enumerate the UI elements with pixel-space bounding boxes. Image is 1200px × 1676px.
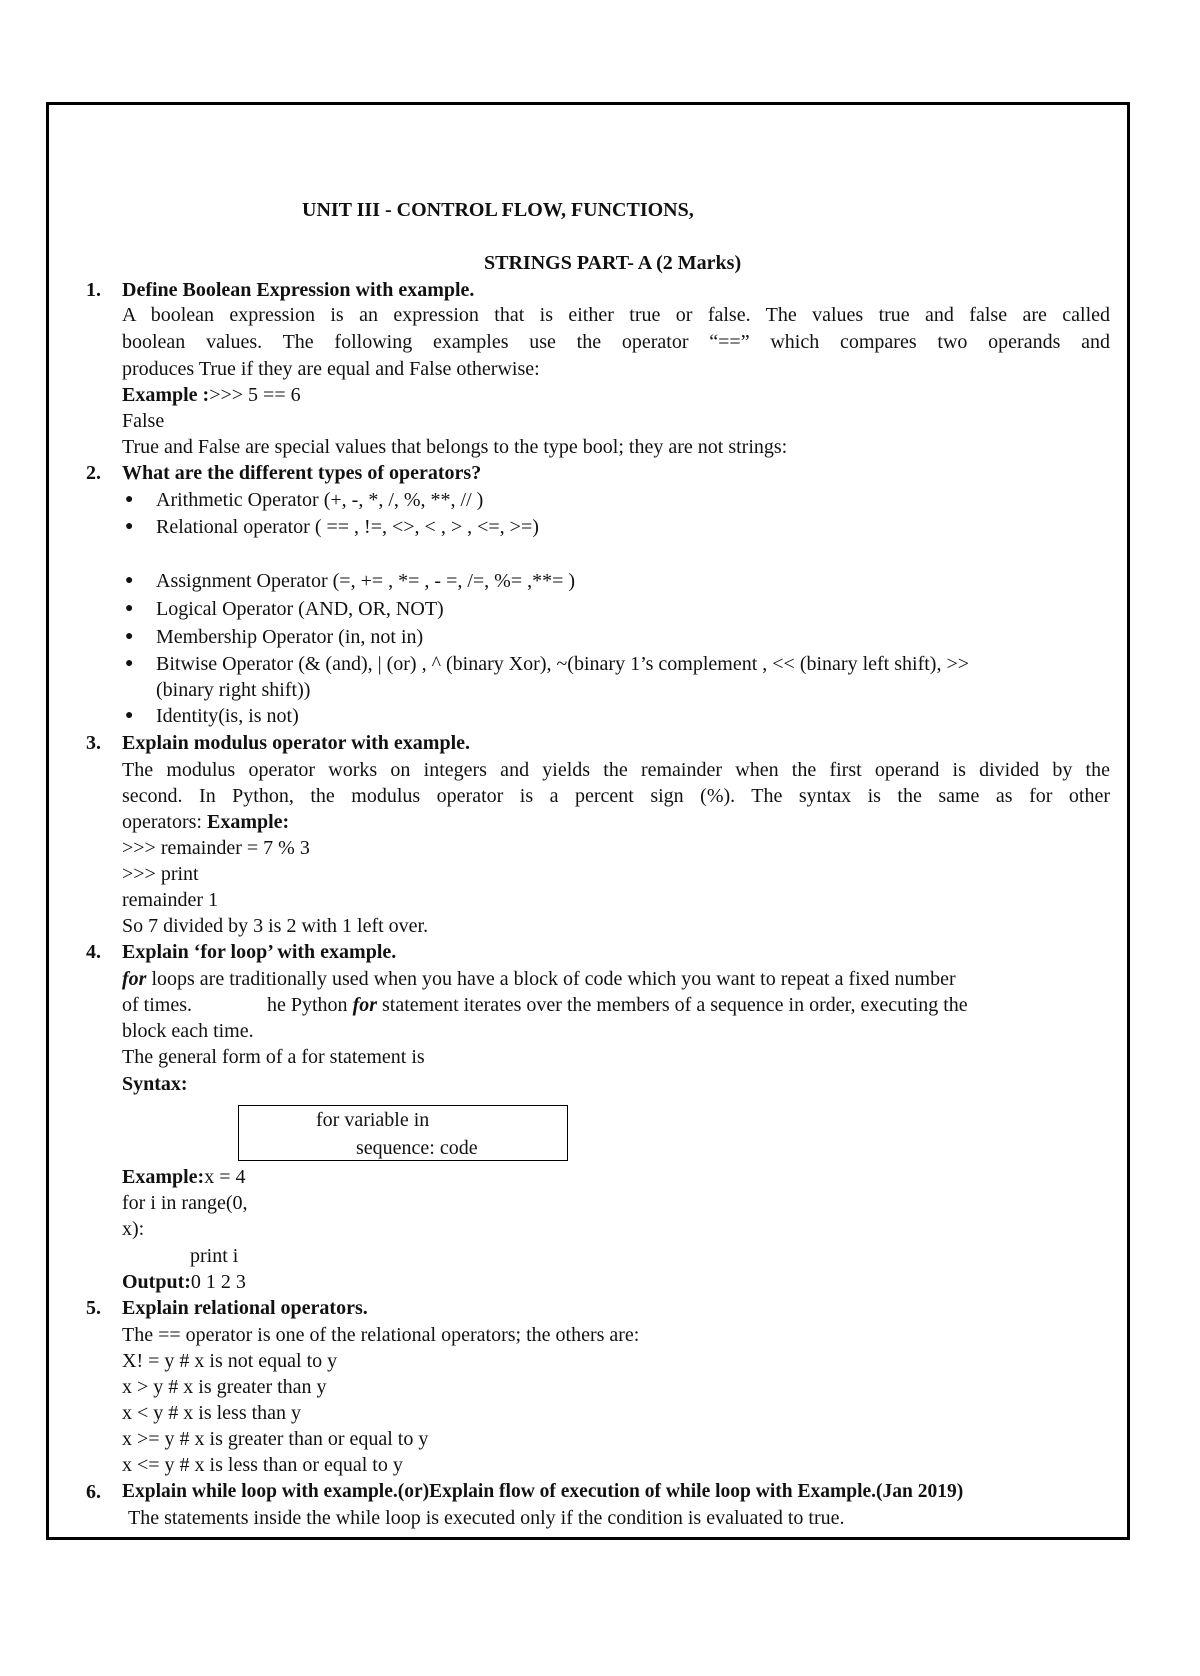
- output-line: [122, 1269, 246, 1295]
- example-line: [122, 382, 301, 408]
- paragraph-line: second. In Python, the modulus operator is a percent sign (%). The syntax is the same as for other: [122, 785, 1110, 807]
- example-line: [122, 1164, 246, 1190]
- question-heading: Explain modulus operator with example.: [122, 732, 470, 754]
- paragraph-line: The == operator is one of the relational operators; the others are:: [122, 1324, 640, 1346]
- note-line: True and False are special values that belongs to the type bool; they are not strings:: [122, 436, 788, 458]
- code-line: x >= y # x is greater than or equal to y: [122, 1428, 429, 1450]
- question-number: 5.: [86, 1297, 101, 1319]
- code-line: x < y # x is less than y: [122, 1402, 302, 1424]
- question-heading: Explain while loop with example.(or)Explain flow of execution of while loop with Example.(Jan 2019): [122, 1481, 964, 1502]
- bullet-icon: ●: [125, 708, 134, 723]
- code-line: remainder 1: [122, 889, 219, 911]
- paragraph-line: The statements inside the while loop is executed only if the condition is evaluated to true.: [128, 1507, 845, 1529]
- list-item: Identity(is, is not): [156, 705, 299, 727]
- unit-title: UNIT III - CONTROL FLOW, FUNCTIONS,: [302, 199, 694, 221]
- bullet-icon: ●: [125, 601, 134, 616]
- code-line: >>> print: [122, 863, 199, 885]
- bullet-icon: ●: [125, 629, 134, 644]
- output-line: False: [122, 410, 165, 432]
- paragraph-text: statement iterates over the members of a sequence in order, executing the: [377, 994, 968, 1016]
- paragraph-line: block each time.: [122, 1020, 254, 1042]
- syntax-line: for variable in: [316, 1109, 430, 1131]
- output-label: Output:: [122, 1271, 191, 1293]
- example-code: x = 4: [204, 1166, 246, 1188]
- unit-subtitle: STRINGS PART- A (2 Marks): [484, 252, 742, 274]
- summary-line: So 7 divided by 3 is 2 with 1 left over.: [122, 915, 429, 937]
- code-line: for i in range(0,: [122, 1192, 248, 1214]
- output-value: 0 1 2 3: [190, 1271, 246, 1293]
- paragraph-line: [122, 966, 956, 992]
- bullet-icon: ●: [125, 573, 134, 588]
- list-item: Arithmetic Operator (+, -, *, /, %, **, // ): [156, 489, 484, 511]
- code-line: x):: [122, 1218, 145, 1240]
- paragraph-line: produces True if they are equal and False otherwise:: [122, 358, 540, 380]
- question-heading: Explain relational operators.: [122, 1297, 368, 1319]
- question-heading: Explain ‘for loop’ with example.: [122, 941, 397, 963]
- paragraph-line: [122, 809, 289, 835]
- list-item: Bitwise Operator (& (and), | (or) , ^ (binary Xor), ~(binary 1’s complement , << (binary left shift), >>: [156, 653, 969, 675]
- paragraph-line: A boolean expression is an expression that is either true or false. The values true and false are called: [122, 304, 1110, 326]
- question-number: 3.: [86, 732, 101, 754]
- paragraph-text: operators:: [122, 811, 207, 833]
- question-number: 1.: [86, 279, 101, 301]
- question-heading: What are the different types of operators?: [122, 462, 482, 484]
- example-code: >>> 5 == 6: [209, 384, 301, 406]
- example-label: Example :: [122, 384, 210, 406]
- bullet-icon: ●: [125, 656, 134, 671]
- bullet-icon: ●: [125, 492, 134, 507]
- code-line: x <= y # x is less than or equal to y: [122, 1454, 403, 1476]
- question-number: 2.: [86, 462, 101, 484]
- paragraph-line: boolean values. The following examples use the operator “==” which compares two operands and: [122, 331, 1110, 353]
- paragraph-line: of times.: [122, 994, 192, 1016]
- paragraph-line: The modulus operator works on integers and yields the remainder when the first operand is divided by the: [122, 759, 1110, 781]
- paragraph-text: loops are traditionally used when you have a block of code which you want to repeat a fixed number: [146, 968, 956, 990]
- list-item: Assignment Operator (=, += , *= , - =, /=, %= ,**= ): [156, 570, 576, 592]
- code-line: >>> remainder = 7 % 3: [122, 837, 310, 859]
- list-item: Relational operator ( == , !=, <>, < , > , <=, >=): [156, 516, 539, 538]
- syntax-line: sequence: code: [356, 1137, 478, 1159]
- bullet-icon: ●: [125, 519, 134, 534]
- code-line: x > y # x is greater than y: [122, 1376, 327, 1398]
- code-line: X! = y # x is not equal to y: [122, 1350, 338, 1372]
- code-line: print i: [190, 1245, 239, 1267]
- example-label: Example:: [206, 811, 290, 833]
- question-number: 4.: [86, 941, 101, 963]
- keyword-for: for: [122, 968, 147, 990]
- list-item-continued: (binary right shift)): [156, 679, 311, 701]
- paragraph-line: [267, 992, 968, 1018]
- list-item: Membership Operator (in, not in): [156, 626, 424, 648]
- question-number: 6.: [86, 1481, 101, 1503]
- paragraph-line: The general form of a for statement is: [122, 1046, 425, 1068]
- syntax-label: Syntax:: [122, 1073, 188, 1095]
- keyword-for: for: [352, 994, 378, 1016]
- example-label: Example:: [122, 1166, 205, 1188]
- list-item: Logical Operator (AND, OR, NOT): [156, 598, 444, 620]
- question-heading: Define Boolean Expression with example.: [122, 279, 475, 301]
- paragraph-text: he Python: [267, 994, 353, 1016]
